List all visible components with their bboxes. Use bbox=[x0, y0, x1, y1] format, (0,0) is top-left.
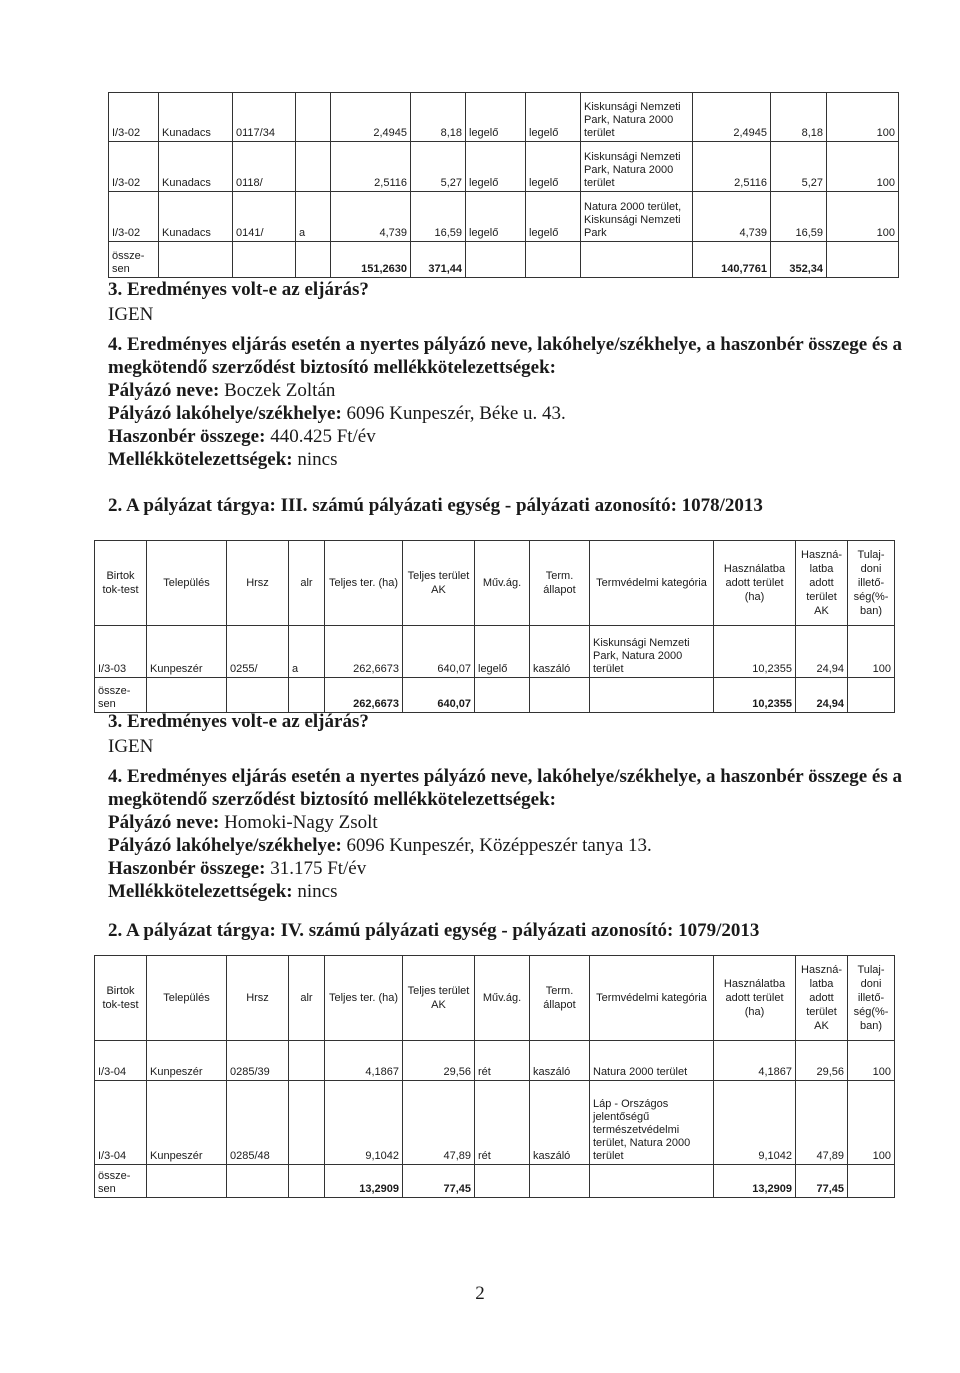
empty-cell bbox=[848, 678, 895, 713]
empty-cell bbox=[147, 678, 227, 713]
winner-name-label: Pályázó neve: bbox=[108, 812, 220, 833]
header-muvag: Műv.ág. bbox=[475, 541, 530, 626]
cell-used-area: 2,4945 bbox=[693, 93, 771, 142]
subject-heading-3: 2. A pályázat tárgya: IV. számú pályázati egység - pályázati azonosító: 1079/2013 bbox=[108, 920, 760, 941]
empty-cell bbox=[289, 1165, 325, 1198]
header-area: Teljes ter. (ha) bbox=[325, 956, 403, 1041]
cell-birtoktest: I/3-02 bbox=[109, 93, 159, 142]
cell-area: 9,1042 bbox=[325, 1081, 403, 1165]
cell-allapot: kaszáló bbox=[530, 1081, 590, 1165]
winner-name-value: Boczek Zoltán bbox=[224, 380, 336, 401]
total-area: 151,2630 bbox=[331, 242, 411, 278]
header-ak: Teljes terület AK bbox=[403, 541, 475, 626]
empty-cell bbox=[233, 242, 296, 278]
header-allapot: Term. állapot bbox=[530, 541, 590, 626]
cell-telepules: Kunadacs bbox=[159, 142, 233, 192]
empty-cell bbox=[526, 242, 581, 278]
empty-cell bbox=[827, 242, 899, 278]
table-row bbox=[109, 192, 899, 242]
header-used-ak: Haszná-latba adott terület AK bbox=[796, 956, 848, 1041]
cell-birtoktest: I/3-02 bbox=[109, 192, 159, 242]
question-4: 4. Eredményes eljárás esetén a nyertes pályázó neve, lakóhelye/székhelye, a haszonbér összege és a megkötendő szerződést biztosító mellékkötelezettségek: bbox=[108, 334, 903, 378]
cell-ak: 29,56 bbox=[403, 1041, 475, 1081]
total-label: össze-sen bbox=[95, 678, 147, 713]
cell-allapot: kaszáló bbox=[530, 626, 590, 678]
cell-area: 2,4945 bbox=[331, 93, 411, 142]
cell-share: 100 bbox=[848, 1081, 895, 1165]
empty-cell bbox=[289, 678, 325, 713]
cell-kategoria: Kiskunsági Nemzeti Park, Natura 2000 terület bbox=[590, 626, 714, 678]
obligations-label: Mellékkötelezettségek: bbox=[108, 881, 293, 902]
cell-share: 100 bbox=[827, 142, 899, 192]
empty-cell bbox=[590, 1165, 714, 1198]
header-telepules: Település bbox=[147, 956, 227, 1041]
cell-kategoria: Natura 2000 terület bbox=[590, 1041, 714, 1081]
header-area: Teljes ter. (ha) bbox=[325, 541, 403, 626]
total-ak: 77,45 bbox=[403, 1165, 475, 1198]
cell-used-area: 4,739 bbox=[693, 192, 771, 242]
cell-telepules: Kunpeszér bbox=[147, 1081, 227, 1165]
question-4: 4. Eredményes eljárás esetén a nyertes pályázó neve, lakóhelye/székhelye, a haszonbér összege és a megkötendő szerződést biztosító mellékkötelezettségek: bbox=[108, 766, 903, 810]
cell-hrsz: 0117/34 bbox=[233, 93, 296, 142]
cell-alr: a bbox=[296, 192, 331, 242]
empty-cell bbox=[159, 242, 233, 278]
header-used-area: Használatba adott terület (ha) bbox=[714, 956, 796, 1041]
obligations-value: nincs bbox=[297, 881, 338, 902]
cell-muvag: legelő bbox=[475, 626, 530, 678]
total-ak: 371,44 bbox=[411, 242, 466, 278]
cell-used-ak: 5,27 bbox=[771, 142, 827, 192]
cell-used-ak: 8,18 bbox=[771, 93, 827, 142]
cell-ak: 16,59 bbox=[411, 192, 466, 242]
empty-cell bbox=[581, 242, 693, 278]
header-hrsz: Hrsz bbox=[227, 956, 289, 1041]
subject-heading-2: 2. A pályázat tárgya: III. számú pályázati egység - pályázati azonosító: 1078/2013 bbox=[108, 495, 763, 516]
header-hrsz: Hrsz bbox=[227, 541, 289, 626]
empty-cell bbox=[590, 678, 714, 713]
empty-cell bbox=[475, 678, 530, 713]
cell-muvag: rét bbox=[475, 1041, 530, 1081]
total-used-area: 13,2909 bbox=[714, 1165, 796, 1198]
cell-ak: 5,27 bbox=[411, 142, 466, 192]
cell-area: 2,5116 bbox=[331, 142, 411, 192]
header-alr: alr bbox=[289, 541, 325, 626]
cell-birtoktest: I/3-04 bbox=[95, 1041, 147, 1081]
rent-label: Haszonbér összege: bbox=[108, 858, 266, 879]
cell-kategoria: Láp - Országos jelentőségű természetvédelmi terület, Natura 2000 terület bbox=[590, 1081, 714, 1165]
cell-alr bbox=[289, 1041, 325, 1081]
table-total-row bbox=[95, 678, 895, 713]
cell-used-area: 9,1042 bbox=[714, 1081, 796, 1165]
winner-address-label: Pályázó lakóhelye/székhelye: bbox=[108, 835, 342, 856]
cell-used-area: 10,2355 bbox=[714, 626, 796, 678]
cell-telepules: Kunadacs bbox=[159, 93, 233, 142]
cell-telepules: Kunpeszér bbox=[147, 1041, 227, 1081]
cell-allapot: legelő bbox=[526, 142, 581, 192]
rent bbox=[108, 425, 908, 448]
table-3 bbox=[94, 955, 895, 1198]
cell-telepules: Kunadacs bbox=[159, 192, 233, 242]
cell-area: 262,6673 bbox=[325, 626, 403, 678]
table-1-body bbox=[109, 93, 899, 278]
header-allapot: Term. állapot bbox=[530, 956, 590, 1041]
winner-address-label: Pályázó lakóhelye/székhelye: bbox=[108, 403, 342, 424]
cell-alr bbox=[289, 1081, 325, 1165]
rent-value: 440.425 Ft/év bbox=[270, 426, 376, 447]
header-birtoktest: Birtok tok-test bbox=[95, 956, 147, 1041]
cell-ak: 8,18 bbox=[411, 93, 466, 142]
cell-hrsz: 0118/ bbox=[233, 142, 296, 192]
cell-share: 100 bbox=[827, 93, 899, 142]
question-3: 3. Eredményes volt-e az eljárás? bbox=[108, 279, 369, 300]
total-area: 13,2909 bbox=[325, 1165, 403, 1198]
cell-hrsz: 0285/48 bbox=[227, 1081, 289, 1165]
total-ak: 640,07 bbox=[403, 678, 475, 713]
total-label: össze-sen bbox=[109, 242, 159, 278]
winner-name bbox=[108, 811, 908, 834]
question-3: 3. Eredményes volt-e az eljárás? bbox=[108, 711, 369, 732]
cell-hrsz: 0255/ bbox=[227, 626, 289, 678]
empty-cell bbox=[530, 1165, 590, 1198]
total-used-ak: 352,34 bbox=[771, 242, 827, 278]
cell-hrsz: 0141/ bbox=[233, 192, 296, 242]
rent-value: 31.175 Ft/év bbox=[270, 858, 367, 879]
cell-used-ak: 16,59 bbox=[771, 192, 827, 242]
header-ak: Teljes terület AK bbox=[403, 956, 475, 1041]
cell-ak: 640,07 bbox=[403, 626, 475, 678]
answer-3: IGEN bbox=[108, 304, 154, 325]
header-alr: alr bbox=[289, 956, 325, 1041]
cell-muvag: legelő bbox=[466, 192, 526, 242]
header-kategoria: Termvédelmi kategória bbox=[590, 956, 714, 1041]
winner-address bbox=[108, 834, 908, 857]
cell-alr bbox=[296, 93, 331, 142]
table-1 bbox=[108, 92, 899, 278]
table-2 bbox=[94, 540, 895, 713]
cell-muvag: legelő bbox=[466, 142, 526, 192]
table-header-row bbox=[95, 956, 895, 1041]
cell-allapot: legelő bbox=[526, 93, 581, 142]
total-used-ak: 77,45 bbox=[796, 1165, 848, 1198]
table-total-row bbox=[109, 242, 899, 278]
cell-alr bbox=[296, 142, 331, 192]
total-used-area: 10,2355 bbox=[714, 678, 796, 713]
empty-cell bbox=[227, 1165, 289, 1198]
winner-address-value: 6096 Kunpeszér, Középpeszér tanya 13. bbox=[346, 835, 652, 856]
cell-alr: a bbox=[289, 626, 325, 678]
cell-used-ak: 29,56 bbox=[796, 1041, 848, 1081]
total-label: össze-sen bbox=[95, 1165, 147, 1198]
table-row bbox=[109, 142, 899, 192]
empty-cell bbox=[848, 1165, 895, 1198]
cell-ak: 47,89 bbox=[403, 1081, 475, 1165]
page-number: 2 bbox=[475, 1283, 485, 1304]
table-header-row bbox=[95, 541, 895, 626]
cell-used-area: 4,1867 bbox=[714, 1041, 796, 1081]
cell-muvag: rét bbox=[475, 1081, 530, 1165]
table-3-body bbox=[95, 956, 895, 1198]
cell-birtoktest: I/3-04 bbox=[95, 1081, 147, 1165]
answer-3: IGEN bbox=[108, 736, 154, 757]
cell-hrsz: 0285/39 bbox=[227, 1041, 289, 1081]
cell-share: 100 bbox=[827, 192, 899, 242]
header-share: Tulaj-doni illető-ség(%-ban) bbox=[848, 956, 895, 1041]
winner-name-value: Homoki-Nagy Zsolt bbox=[224, 812, 378, 833]
obligations-value: nincs bbox=[297, 449, 338, 470]
cell-used-ak: 47,89 bbox=[796, 1081, 848, 1165]
header-kategoria: Termvédelmi kategória bbox=[590, 541, 714, 626]
cell-kategoria: Kiskunsági Nemzeti Park, Natura 2000 terület bbox=[581, 93, 693, 142]
cell-used-area: 2,5116 bbox=[693, 142, 771, 192]
total-used-area: 140,7761 bbox=[693, 242, 771, 278]
obligations-label: Mellékkötelezettségek: bbox=[108, 449, 293, 470]
cell-allapot: kaszáló bbox=[530, 1041, 590, 1081]
total-area: 262,6673 bbox=[325, 678, 403, 713]
cell-kategoria: Natura 2000 terület, Kiskunsági Nemzeti Park bbox=[581, 192, 693, 242]
rent-label: Haszonbér összege: bbox=[108, 426, 266, 447]
result-section-2 bbox=[108, 710, 908, 942]
empty-cell bbox=[296, 242, 331, 278]
cell-birtoktest: I/3-02 bbox=[109, 142, 159, 192]
header-used-area: Használatba adott terület (ha) bbox=[714, 541, 796, 626]
result-section-1 bbox=[108, 278, 908, 517]
cell-share: 100 bbox=[848, 626, 895, 678]
cell-used-ak: 24,94 bbox=[796, 626, 848, 678]
cell-allapot: legelő bbox=[526, 192, 581, 242]
table-row bbox=[109, 93, 899, 142]
cell-share: 100 bbox=[848, 1041, 895, 1081]
empty-cell bbox=[147, 1165, 227, 1198]
cell-birtoktest: I/3-03 bbox=[95, 626, 147, 678]
cell-area: 4,739 bbox=[331, 192, 411, 242]
header-muvag: Műv.ág. bbox=[475, 956, 530, 1041]
obligations bbox=[108, 880, 908, 903]
cell-area: 4,1867 bbox=[325, 1041, 403, 1081]
empty-cell bbox=[227, 678, 289, 713]
header-used-ak: Haszná-latba adott terület AK bbox=[796, 541, 848, 626]
total-used-ak: 24,94 bbox=[796, 678, 848, 713]
empty-cell bbox=[530, 678, 590, 713]
winner-name bbox=[108, 379, 908, 402]
header-share: Tulaj-doni illető-ség(%-ban) bbox=[848, 541, 895, 626]
table-total-row bbox=[95, 1165, 895, 1198]
cell-muvag: legelő bbox=[466, 93, 526, 142]
table-row bbox=[95, 626, 895, 678]
winner-address bbox=[108, 402, 908, 425]
header-telepules: Település bbox=[147, 541, 227, 626]
empty-cell bbox=[466, 242, 526, 278]
obligations bbox=[108, 448, 908, 471]
header-birtoktest: Birtok tok-test bbox=[95, 541, 147, 626]
cell-telepules: Kunpeszér bbox=[147, 626, 227, 678]
rent bbox=[108, 857, 908, 880]
table-2-body bbox=[95, 541, 895, 713]
cell-kategoria: Kiskunsági Nemzeti Park, Natura 2000 terület bbox=[581, 142, 693, 192]
table-row bbox=[95, 1081, 895, 1165]
table-row bbox=[95, 1041, 895, 1081]
winner-name-label: Pályázó neve: bbox=[108, 380, 220, 401]
empty-cell bbox=[475, 1165, 530, 1198]
winner-address-value: 6096 Kunpeszér, Béke u. 43. bbox=[346, 403, 566, 424]
